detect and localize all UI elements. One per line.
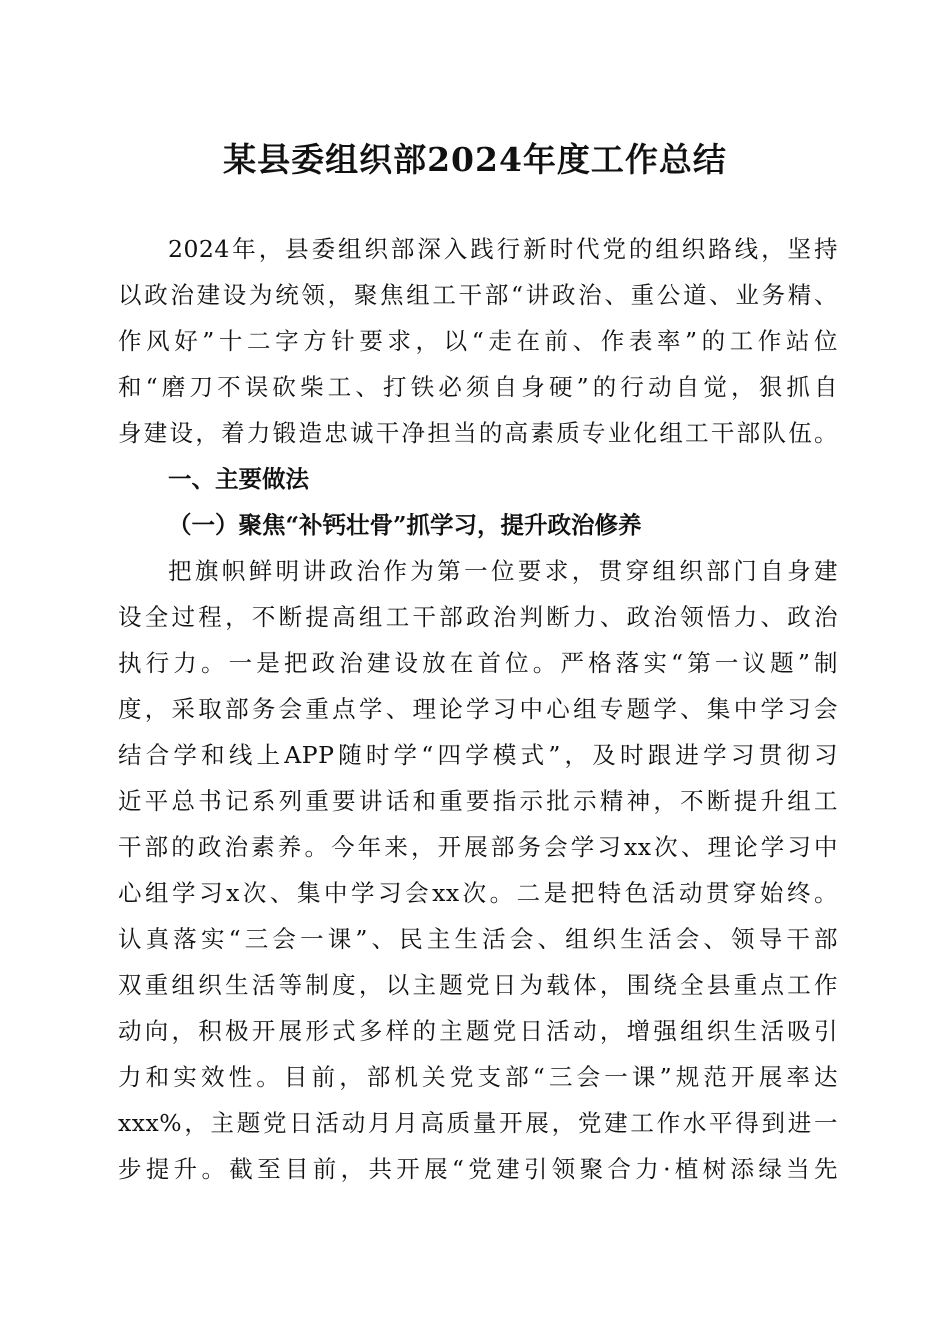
body-line: 设全过程，不断提高组工干部政治判断力、政治领悟力、政治: [118, 603, 838, 631]
body-line: 步提升。截至目前，共开展“党建引领聚合力·植树添绿当先: [118, 1155, 838, 1183]
body-line: 把旗帜鲜明讲政治作为第一位要求，贯穿组织部门自身建: [168, 557, 838, 585]
body-line: 心组学习x次、集中学习会xx次。二是把特色活动贯穿始终。: [118, 879, 838, 907]
body-line: 结合学和线上APP随时学“四学模式”，及时跟进学习贯彻习: [118, 741, 838, 769]
body-line: 执行力。一是把政治建设放在首位。严格落实“第一议题”制: [118, 649, 838, 677]
body-line: xxx%，主题党日活动月月高质量开展，党建工作水平得到进一: [118, 1109, 838, 1137]
intro-line: 以政治建设为统领，聚焦组工干部“讲政治、重公道、业务精、: [118, 281, 838, 309]
intro-line: 身建设，着力锻造忠诚干净担当的高素质专业化组工干部队伍。: [118, 419, 838, 447]
body-line: 度，采取部务会重点学、理论学习中心组专题学、集中学习会: [118, 695, 838, 723]
document-body: [118, 226, 838, 1192]
body-line: 力和实效性。目前，部机关党支部“三会一课”规范开展率达: [118, 1063, 838, 1091]
intro-line: 2024年，县委组织部深入践行新时代党的组织路线，坚持: [168, 235, 838, 263]
body-line: 认真落实“三会一课”、民主生活会、组织生活会、领导干部: [118, 925, 838, 953]
subsection-heading: （一）聚焦“补钙壮骨”抓学习，提升政治修养: [168, 511, 642, 539]
intro-line: 和“磨刀不误砍柴工、打铁必须自身硬”的行动自觉，狠抓自: [118, 373, 838, 401]
body-line: 双重组织生活等制度，以主题党日为载体，围绕全县重点工作: [118, 971, 838, 999]
document-title: 某县委组织部2024年度工作总结: [223, 140, 727, 179]
intro-line: 作风好”十二字方针要求，以“走在前、作表率”的工作站位: [118, 327, 838, 355]
body-line: 动向，积极开展形式多样的主题党日活动，增强组织生活吸引: [118, 1017, 838, 1045]
section-heading: 一、主要做法: [168, 465, 309, 493]
body-line: 近平总书记系列重要讲话和重要指示批示精神，不断提升组工: [118, 787, 838, 815]
body-line: 干部的政治素养。今年来，开展部务会学习xx次、理论学习中: [118, 833, 838, 861]
